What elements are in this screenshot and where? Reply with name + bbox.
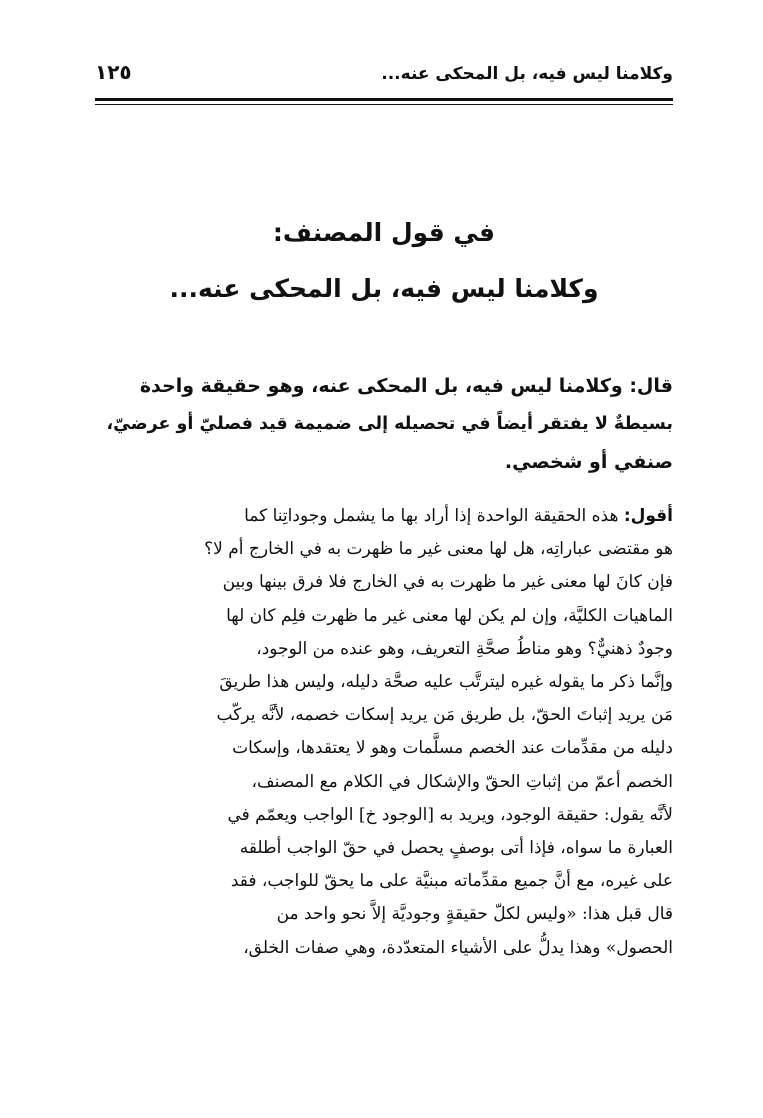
commentary-line: على غيره، مع أنَّ جميع مقدِّماته مبنيَّة على ما يحقّ للواجب، فقد (230, 871, 673, 892)
running-header (95, 60, 673, 96)
commentary-line: مَن يريد إثباتَ الحقّ، بل طريق مَن يريد إسكات خصمه، لأنَّه يركّب (216, 705, 673, 726)
commentary-line (95, 500, 673, 533)
commentary-first-line-text: هذه الحقيقة الواحدة إذا أراد بها ما يشمل وجوداتِنا كما (244, 506, 624, 526)
running-title: وكلامنا ليس فيه، بل المحكى عنه... (381, 64, 673, 84)
heading-line-2: وكلامنا ليس فيه، بل المحكى عنه... (169, 274, 599, 303)
commentary-body (95, 500, 673, 965)
section-heading (95, 205, 673, 317)
quote-line: بسيطةٌ لا يفتقر أيضاً في تحصيله إلى ضميمة قيد فصليّ أو عرضيّ، (106, 414, 673, 434)
commentary-line: العبارة ما سواه، فإذا أتى بوصفٍ يحصل في حقّ الواجب أطلقه (239, 838, 673, 859)
quote-line: قال: وكلامنا ليس فيه، بل المحكى عنه، وهو حقيقة واحدة (139, 375, 673, 397)
commentary-line: دليله من مقدِّمات عند الخصم مسلَّمات وهو لا يعتقدها، وإسكات (232, 738, 673, 759)
commentary-line: قال قبل هذا: «وليس لكلّ حقيقةٍ وجوديَّة إلاَّ نحو واحد من (276, 904, 673, 925)
commentary-line: الخصم أعمّ من إثباتِ الحقّ والإشكال في الكلام مع المصنف، (251, 771, 673, 792)
page-number: ١٢٥ (95, 60, 132, 84)
quote-line: صنفي أو شخصي. (504, 451, 673, 473)
author-quote (95, 367, 673, 481)
commentary-line: الماهيات الكليَّة، وإن لم يكن لها معنى غير ما ظهرت فلِم كان لها (226, 605, 673, 626)
commentary-line: فإن كانَ لها معنى غير ما ظهرت به في الخارج فلا فرق بينها وبين (222, 572, 673, 593)
commentary-line: وإنَّما ذكر ما يقوله غيره ليترتَّب عليه صحَّة دليله، وليس هذا طريقَ (219, 672, 673, 693)
commentary-line: لأنَّه يقول: حقيقة الوجود، ويريد به [الوجود خ] الواجب ويعمّم في (227, 804, 673, 825)
commentary-line: الحصول» وهذا يدلُّ على الأشياء المتعدّدة، وهي صفات الخلق، (243, 937, 673, 958)
commentary-line: وجودٌ ذهنيٌّ؟ وهو مناطُ صحَّةِ التعريف، وهو عنده من الوجود، (256, 638, 673, 659)
commentary-lead-word: أقول: (623, 506, 673, 526)
header-rule (95, 98, 673, 101)
header-rule-thin (95, 104, 673, 105)
commentary-line: هو مقتضى عباراتِه، هل لها معنى غير ما ظهرت به في الخارج أم لا؟ (204, 539, 673, 560)
heading-line-1: في قول المصنف: (272, 218, 496, 247)
